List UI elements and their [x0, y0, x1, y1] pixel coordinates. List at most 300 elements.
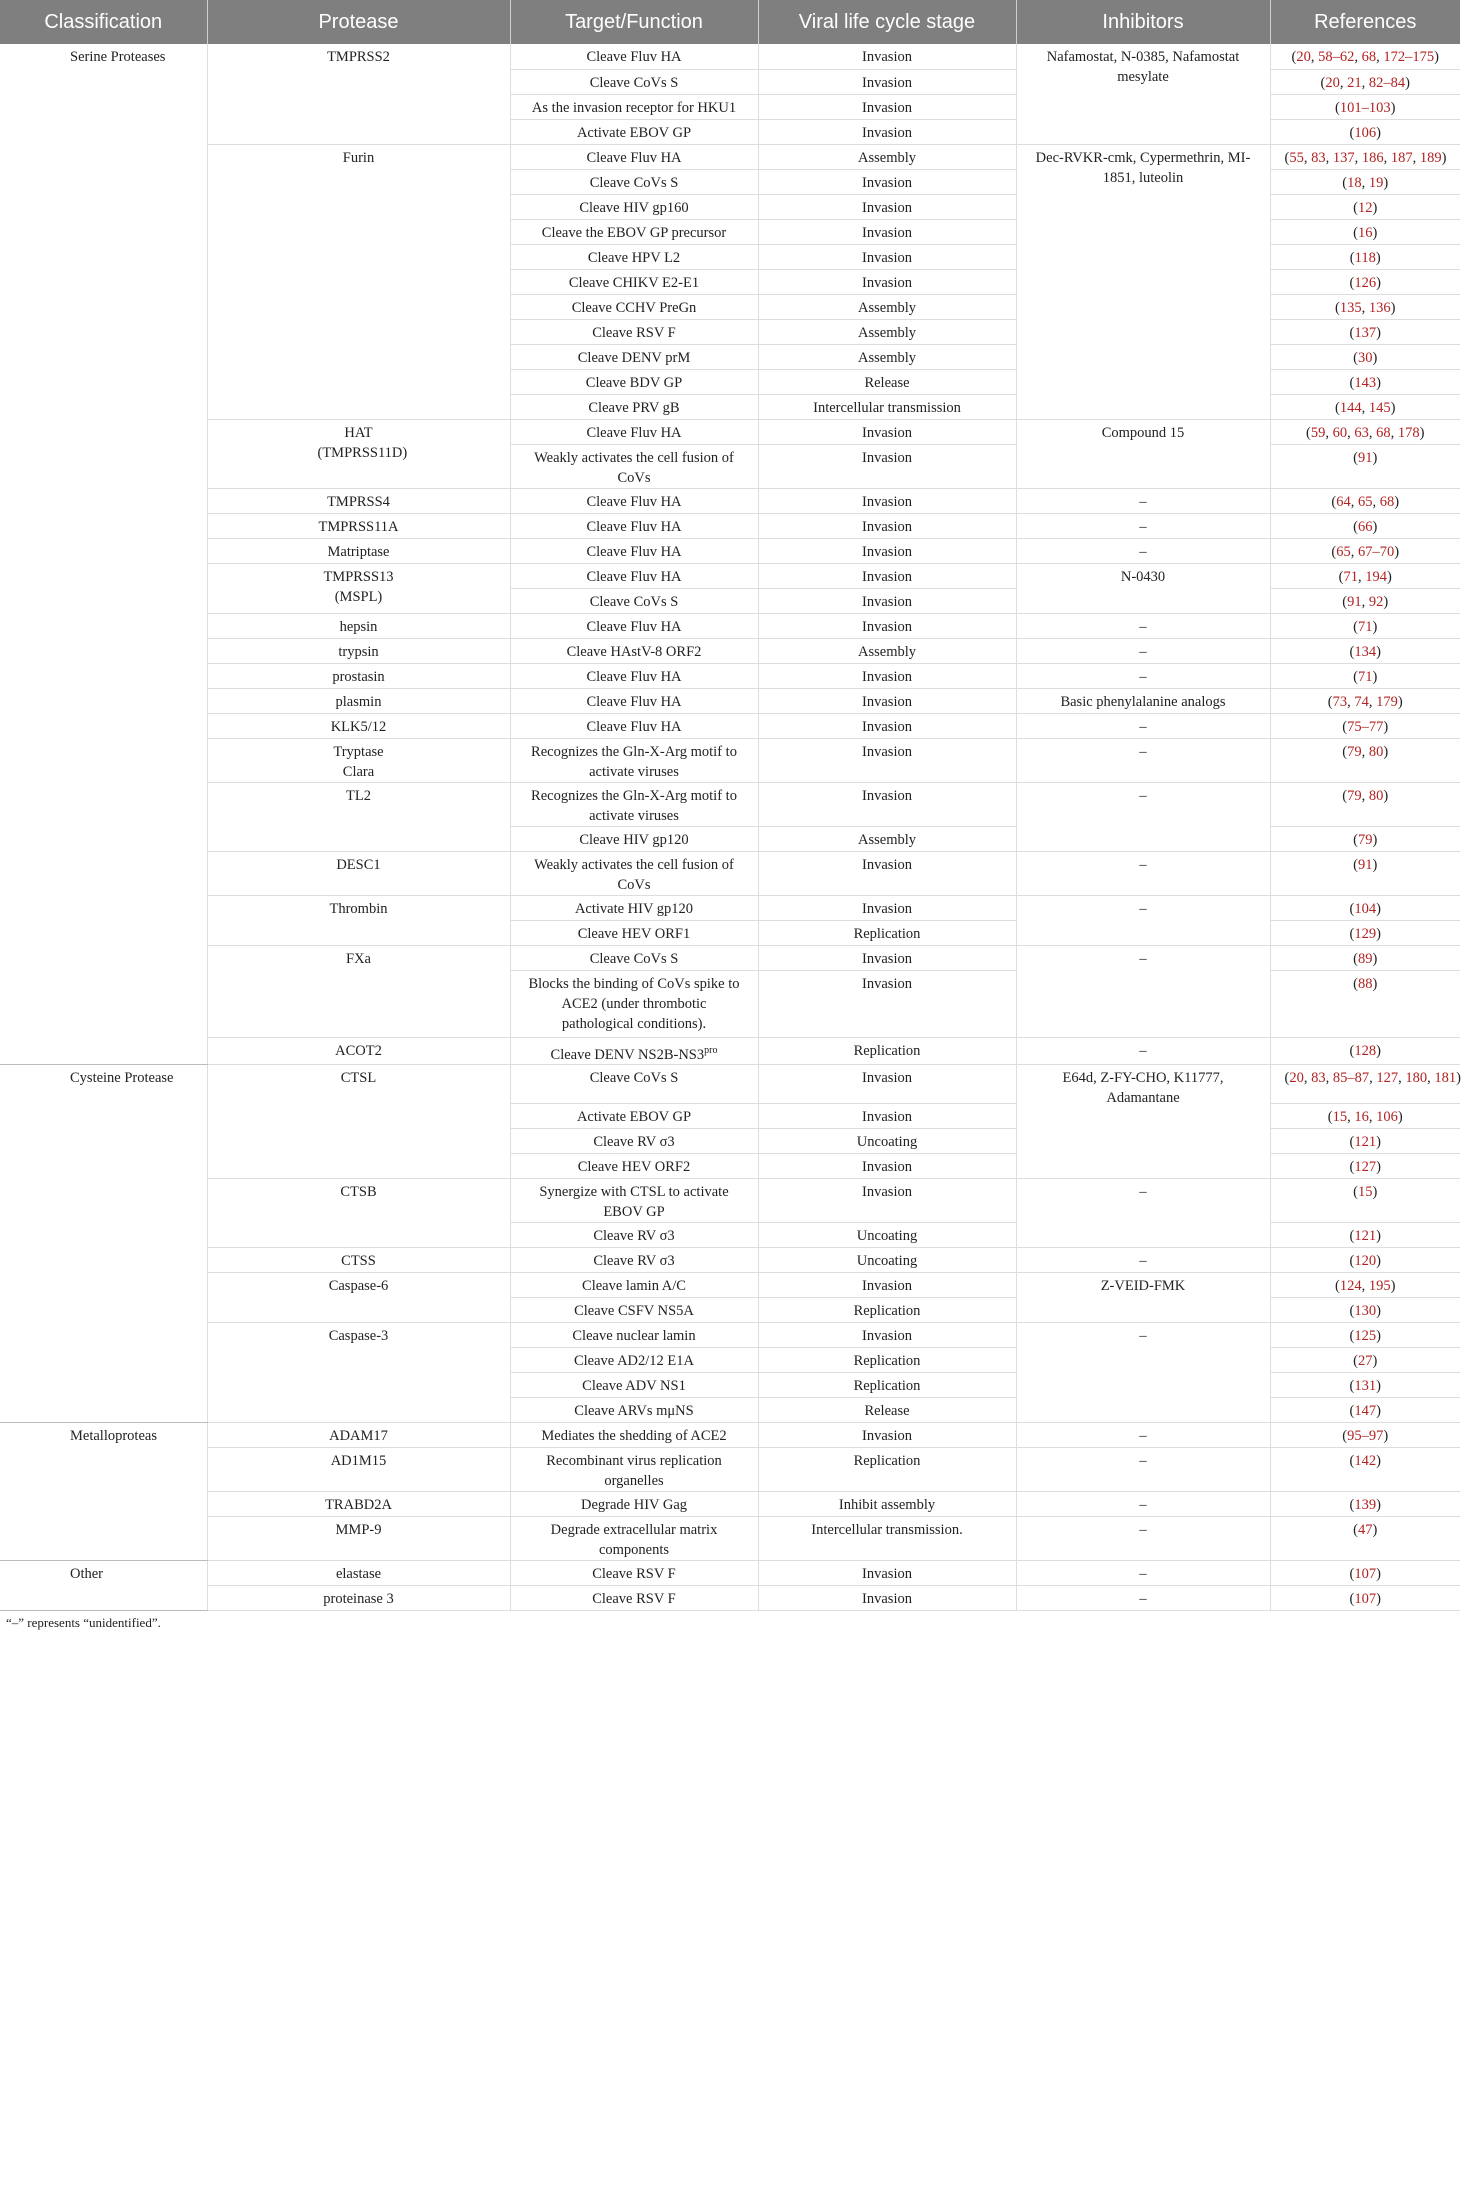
- header-row: [0, 0, 1460, 44]
- target-text: Cleave CHIKV E2-E1: [568, 274, 700, 291]
- target-text: Cleave HEV ORF2: [577, 1159, 691, 1176]
- target-cell: [510, 1348, 758, 1373]
- reference-link[interactable]: 68: [1379, 493, 1395, 510]
- target-text: Cleave CoVs S: [589, 950, 679, 967]
- reference-link[interactable]: 80: [1368, 743, 1384, 760]
- classification-cell: Serine Proteases: [0, 44, 207, 1065]
- stage-cell: Intercellular transmission: [758, 394, 1016, 419]
- references-cell: (79): [1270, 826, 1460, 851]
- reference-link[interactable]: 124: [1339, 1278, 1362, 1295]
- reference-separator: ,: [1368, 424, 1377, 441]
- references-cell: (106): [1270, 119, 1460, 144]
- target-cell: [510, 826, 758, 851]
- stage-cell: Invasion: [758, 488, 1016, 513]
- target-cell: [510, 319, 758, 344]
- table-row: [0, 851, 1460, 895]
- reference-link[interactable]: 20: [1289, 1070, 1304, 1087]
- reference-link[interactable]: 129: [1354, 925, 1377, 942]
- target-text: Cleave HPV L2: [587, 249, 681, 266]
- reference-separator: ,: [1339, 74, 1348, 91]
- protease-cell: DESC1: [207, 851, 510, 895]
- reference-separator: ,: [1376, 49, 1384, 65]
- reference-link[interactable]: 21: [1347, 74, 1362, 91]
- target-text: As the invasion receptor for HKU1: [531, 99, 737, 116]
- target-cell: [510, 738, 758, 782]
- target-text: Cleave CoVs S: [589, 593, 679, 610]
- table-row: [0, 1037, 1460, 1065]
- target-cell: [510, 69, 758, 94]
- inhibitors-cell: –: [1016, 1179, 1270, 1248]
- reference-link[interactable]: 137: [1354, 324, 1377, 341]
- target-text: Recognizes the Gln-X-Arg motif to activate viruses: [531, 787, 737, 824]
- reference-link[interactable]: 195: [1368, 1278, 1391, 1295]
- stage-cell: Invasion: [758, 782, 1016, 826]
- reference-link[interactable]: 15: [1358, 1184, 1373, 1201]
- inhibitors-cell: Dec-RVKR-cmk, Cypermethrin, MI-1851, luteolin: [1016, 144, 1270, 419]
- references-cell: (95–97): [1270, 1423, 1460, 1448]
- reference-separator: ,: [1325, 149, 1333, 166]
- target-cell: [510, 1373, 758, 1398]
- reference-link[interactable]: 120: [1354, 1253, 1377, 1270]
- reference-link[interactable]: 15: [1332, 1109, 1348, 1126]
- references-cell: (30): [1270, 344, 1460, 369]
- reference-separator: ,: [1398, 1070, 1406, 1087]
- stage-cell: Assembly: [758, 144, 1016, 169]
- reference-link[interactable]: 180: [1405, 1070, 1428, 1087]
- reference-separator: ,: [1325, 424, 1333, 441]
- target-cell: [510, 1398, 758, 1423]
- references-cell: (142): [1270, 1448, 1460, 1492]
- protease-cell: Furin: [207, 144, 510, 419]
- table-row: [0, 1273, 1460, 1298]
- reference-link[interactable]: 83: [1311, 1070, 1326, 1087]
- stage-cell: Release: [758, 1398, 1016, 1423]
- target-text: Cleave HIV gp160: [579, 199, 689, 216]
- inhibitors-cell: –: [1016, 538, 1270, 563]
- classification-cell: Metalloproteas: [0, 1423, 207, 1561]
- reference-link[interactable]: 126: [1354, 274, 1377, 291]
- target-text: Activate EBOV GP: [576, 124, 692, 141]
- target-text: Cleave Fluv HA: [586, 668, 682, 685]
- stage-cell: Invasion: [758, 513, 1016, 538]
- target-text: Recognizes the Gln-X-Arg motif to activate viruses: [531, 743, 737, 780]
- reference-link[interactable]: 172–175: [1383, 49, 1435, 65]
- reference-link[interactable]: 107: [1354, 1566, 1377, 1583]
- reference-link[interactable]: 80: [1368, 787, 1384, 804]
- target-text: Cleave Fluv HA: [586, 718, 682, 735]
- target-cell: [510, 1154, 758, 1179]
- reference-link[interactable]: 92: [1368, 593, 1384, 610]
- target-text: Cleave HEV ORF1: [577, 925, 691, 942]
- target-text: Cleave ARVs mμNS: [574, 1403, 694, 1420]
- references-cell: (15): [1270, 1179, 1460, 1223]
- references-cell: (120): [1270, 1248, 1460, 1273]
- protease-cell: TMPRSS11A: [207, 513, 510, 538]
- target-cell: [510, 1423, 758, 1448]
- reference-link[interactable]: 131: [1354, 1378, 1377, 1395]
- references-cell: (125): [1270, 1323, 1460, 1348]
- reference-link[interactable]: 79: [1358, 831, 1373, 848]
- table-body: [0, 44, 1460, 1611]
- reference-link[interactable]: 187: [1390, 149, 1413, 166]
- reference-link[interactable]: 20: [1296, 49, 1311, 65]
- reference-link[interactable]: 145: [1368, 399, 1391, 416]
- reference-link[interactable]: 137: [1332, 149, 1355, 166]
- reference-link[interactable]: 63: [1354, 424, 1369, 441]
- protease-cell: hepsin: [207, 613, 510, 638]
- protease-cell: Caspase-6: [207, 1273, 510, 1323]
- references-cell: (118): [1270, 244, 1460, 269]
- references-cell: (134): [1270, 638, 1460, 663]
- reference-separator: ,: [1361, 74, 1369, 91]
- reference-link[interactable]: 68: [1361, 49, 1377, 65]
- target-cell: [510, 119, 758, 144]
- inhibitors-cell: Nafamostat, N-0385, Nafamostat mesylate: [1016, 44, 1270, 144]
- reference-link[interactable]: 95–97: [1347, 1428, 1384, 1445]
- references-cell: (139): [1270, 1492, 1460, 1517]
- reference-link[interactable]: 18: [1347, 174, 1362, 191]
- table-row: [0, 1065, 1460, 1104]
- protease-cell: FXa: [207, 945, 510, 1037]
- reference-link[interactable]: 64: [1336, 493, 1351, 510]
- reference-link[interactable]: 66: [1358, 518, 1373, 535]
- target-text: Degrade HIV Gag: [580, 1497, 688, 1514]
- references-cell: (91): [1270, 851, 1460, 895]
- reference-link[interactable]: 142: [1354, 1453, 1377, 1470]
- references-cell: (20, 58–62, 68, 172–175): [1270, 44, 1460, 69]
- reference-separator: ,: [1368, 1109, 1377, 1126]
- reference-separator: ,: [1347, 693, 1355, 710]
- stage-cell: Replication: [758, 1298, 1016, 1323]
- target-text: Cleave BDV GP: [585, 374, 683, 391]
- inhibitors-cell: –: [1016, 1561, 1270, 1586]
- reference-link[interactable]: 82–84: [1368, 74, 1406, 91]
- reference-link[interactable]: 27: [1358, 1353, 1373, 1370]
- reference-link[interactable]: 107: [1354, 1591, 1377, 1608]
- table-row: [0, 1586, 1460, 1611]
- target-cell: [510, 1273, 758, 1298]
- protease-cell: trypsin: [207, 638, 510, 663]
- inhibitors-cell: –: [1016, 1492, 1270, 1517]
- reference-link[interactable]: 91: [1358, 449, 1373, 466]
- stage-cell: Invasion: [758, 613, 1016, 638]
- reference-link[interactable]: 55: [1289, 149, 1304, 166]
- reference-link[interactable]: 181: [1434, 1070, 1457, 1087]
- reference-link[interactable]: 125: [1354, 1328, 1377, 1345]
- reference-link[interactable]: 130: [1354, 1303, 1377, 1320]
- reference-link[interactable]: 106: [1354, 124, 1377, 141]
- reference-link[interactable]: 68: [1376, 424, 1391, 441]
- references-cell: (20, 21, 82–84): [1270, 69, 1460, 94]
- references-cell: (65, 67–70): [1270, 538, 1460, 563]
- stage-cell: Invasion: [758, 738, 1016, 782]
- stage-cell: Uncoating: [758, 1129, 1016, 1154]
- protease-cell: Caspase-3: [207, 1323, 510, 1423]
- protease-cell: Matriptase: [207, 538, 510, 563]
- reference-link[interactable]: 194: [1365, 568, 1387, 585]
- reference-link[interactable]: 121: [1354, 1134, 1377, 1151]
- reference-link[interactable]: 186: [1361, 149, 1384, 166]
- target-cell: [510, 144, 758, 169]
- target-cell: [510, 344, 758, 369]
- reference-link[interactable]: 47: [1358, 1522, 1373, 1539]
- header-classification: Classification: [0, 0, 207, 44]
- reference-link[interactable]: 73: [1332, 693, 1348, 710]
- reference-link[interactable]: 71: [1343, 568, 1358, 585]
- reference-link[interactable]: 12: [1358, 199, 1373, 216]
- reference-link[interactable]: 58–62: [1318, 49, 1355, 65]
- reference-link[interactable]: 59: [1310, 424, 1326, 441]
- stage-cell: Invasion: [758, 588, 1016, 613]
- references-cell: (144, 145): [1270, 394, 1460, 419]
- target-text: Blocks the binding of CoVs spike to ACE2 (under thrombotic pathological conditions).: [528, 975, 740, 1032]
- target-text: Cleave Fluv HA: [586, 149, 682, 166]
- reference-link[interactable]: 136: [1368, 299, 1391, 316]
- inhibitors-cell: –: [1016, 782, 1270, 851]
- references-cell: (129): [1270, 920, 1460, 945]
- protease-cell: proteinase 3: [207, 1586, 510, 1611]
- protease-cell: TMPRSS4: [207, 488, 510, 513]
- reference-link[interactable]: 139: [1354, 1497, 1377, 1514]
- target-text: Cleave CoVs S: [589, 174, 679, 191]
- target-text: Recombinant virus replication organelles: [546, 1453, 722, 1490]
- reference-link[interactable]: 189: [1419, 149, 1442, 166]
- reference-link[interactable]: 16: [1358, 224, 1373, 241]
- stage-cell: Invasion: [758, 44, 1016, 69]
- stage-cell: Invasion: [758, 1561, 1016, 1586]
- target-cell: [510, 713, 758, 738]
- reference-link[interactable]: 127: [1354, 1159, 1377, 1176]
- target-cell: [510, 1104, 758, 1129]
- stage-cell: Invasion: [758, 1273, 1016, 1298]
- protease-cell: CTSL: [207, 1065, 510, 1179]
- target-superscript: pro: [704, 1044, 718, 1056]
- reference-link[interactable]: 179: [1376, 693, 1398, 710]
- table-row: [0, 1492, 1460, 1517]
- references-cell: (16): [1270, 219, 1460, 244]
- stage-cell: Assembly: [758, 294, 1016, 319]
- reference-link[interactable]: 89: [1358, 950, 1373, 967]
- classification-cell: Cysteine Protease: [0, 1065, 207, 1423]
- target-text: Cleave CSFV NS5A: [574, 1303, 694, 1320]
- stage-cell: Invasion: [758, 688, 1016, 713]
- target-cell: [510, 169, 758, 194]
- references-cell: (20, 83, 85–87, 127, 180, 181): [1270, 1065, 1460, 1104]
- reference-link[interactable]: 74: [1354, 693, 1369, 710]
- inhibitors-cell: –: [1016, 713, 1270, 738]
- stage-cell: Invasion: [758, 713, 1016, 738]
- reference-separator: ,: [1372, 493, 1380, 510]
- target-text: Cleave nuclear lamin: [572, 1328, 696, 1345]
- reference-link[interactable]: 30: [1358, 349, 1373, 366]
- target-text: Cleave RSV F: [592, 324, 676, 341]
- reference-link[interactable]: 104: [1354, 900, 1377, 917]
- stage-cell: Assembly: [758, 319, 1016, 344]
- protease-cell: plasmin: [207, 688, 510, 713]
- reference-separator: ,: [1368, 693, 1377, 710]
- reference-separator: ,: [1361, 399, 1369, 416]
- target-text: Activate EBOV GP: [576, 1109, 692, 1126]
- inhibitors-cell: E64d, Z-FY-CHO, K11777, Adamantane: [1016, 1065, 1270, 1179]
- stage-cell: Invasion: [758, 194, 1016, 219]
- target-cell: [510, 1517, 758, 1561]
- inhibitors-cell: Compound 15: [1016, 419, 1270, 488]
- references-cell: (27): [1270, 1348, 1460, 1373]
- reference-link[interactable]: 147: [1354, 1403, 1377, 1420]
- reference-separator: ,: [1347, 424, 1355, 441]
- protease-cell: Thrombin: [207, 895, 510, 945]
- target-cell: [510, 1037, 758, 1065]
- table-row: [0, 1517, 1460, 1561]
- reference-separator: ,: [1350, 493, 1358, 510]
- table-row: [0, 713, 1460, 738]
- inhibitors-cell: –: [1016, 738, 1270, 782]
- target-text: Synergize with CTSL to activate EBOV GP: [539, 1184, 729, 1221]
- reference-separator: ,: [1390, 424, 1398, 441]
- target-cell: [510, 1129, 758, 1154]
- protease-cell: HAT (TMPRSS11D): [207, 419, 510, 488]
- references-cell: (130): [1270, 1298, 1460, 1323]
- table-row: [0, 738, 1460, 782]
- reference-link[interactable]: 144: [1339, 399, 1362, 416]
- table-row: [0, 895, 1460, 920]
- stage-cell: Invasion: [758, 538, 1016, 563]
- stage-cell: Invasion: [758, 663, 1016, 688]
- references-cell: (143): [1270, 369, 1460, 394]
- target-cell: [510, 588, 758, 613]
- stage-cell: Invasion: [758, 69, 1016, 94]
- protease-cell: TL2: [207, 782, 510, 851]
- inhibitors-cell: –: [1016, 1323, 1270, 1423]
- reference-link[interactable]: 121: [1354, 1228, 1377, 1245]
- stage-cell: Assembly: [758, 344, 1016, 369]
- references-cell: (64, 65, 68): [1270, 488, 1460, 513]
- protease-cell: AD1M15: [207, 1448, 510, 1492]
- target-text: Cleave HAstV-8 ORF2: [566, 643, 702, 660]
- target-cell: [510, 219, 758, 244]
- reference-link[interactable]: 79: [1347, 787, 1362, 804]
- stage-cell: Invasion: [758, 119, 1016, 144]
- reference-separator: ,: [1325, 1070, 1333, 1087]
- table-row: [0, 144, 1460, 169]
- reference-link[interactable]: 88: [1358, 975, 1373, 992]
- table-row: [0, 563, 1460, 588]
- references-cell: (121): [1270, 1129, 1460, 1154]
- target-text: Cleave DENV NS2B-NS3: [550, 1046, 705, 1063]
- reference-link[interactable]: 91: [1347, 593, 1362, 610]
- reference-separator: ,: [1361, 299, 1369, 316]
- stage-cell: Invasion: [758, 169, 1016, 194]
- stage-cell: Invasion: [758, 563, 1016, 588]
- references-cell: (66): [1270, 513, 1460, 538]
- target-cell: [510, 663, 758, 688]
- reference-link[interactable]: 79: [1347, 743, 1362, 760]
- stage-cell: Invasion: [758, 94, 1016, 119]
- reference-link[interactable]: 65: [1336, 543, 1351, 560]
- stage-cell: Intercellular transmission.: [758, 1517, 1016, 1561]
- target-cell: [510, 1561, 758, 1586]
- references-cell: (104): [1270, 895, 1460, 920]
- target-cell: [510, 613, 758, 638]
- reference-link[interactable]: 134: [1354, 643, 1377, 660]
- reference-link[interactable]: 65: [1358, 493, 1373, 510]
- protease-cell: TMPRSS13 (MSPL): [207, 563, 510, 613]
- target-cell: [510, 688, 758, 713]
- target-text: Cleave AD2/12 E1A: [573, 1353, 694, 1370]
- reference-link[interactable]: 71: [1358, 618, 1373, 635]
- target-cell: [510, 269, 758, 294]
- reference-link[interactable]: 118: [1354, 249, 1376, 266]
- reference-link[interactable]: 83: [1311, 149, 1326, 166]
- reference-separator: ,: [1361, 743, 1369, 760]
- target-cell: [510, 44, 758, 69]
- target-cell: [510, 444, 758, 488]
- references-cell: (47): [1270, 1517, 1460, 1561]
- reference-link[interactable]: 16: [1354, 1109, 1369, 1126]
- references-cell: (71): [1270, 663, 1460, 688]
- reference-link[interactable]: 60: [1332, 424, 1348, 441]
- protease-cell: KLK5/12: [207, 713, 510, 738]
- table-row: [0, 1248, 1460, 1273]
- protease-cell: MMP-9: [207, 1517, 510, 1561]
- reference-separator: ,: [1361, 174, 1369, 191]
- inhibitors-cell: –: [1016, 613, 1270, 638]
- inhibitors-cell: –: [1016, 638, 1270, 663]
- reference-link[interactable]: 135: [1339, 299, 1362, 316]
- target-cell: [510, 1298, 758, 1323]
- reference-link[interactable]: 106: [1376, 1109, 1398, 1126]
- reference-separator: ,: [1303, 149, 1312, 166]
- reference-separator: ,: [1303, 1070, 1312, 1087]
- reference-link[interactable]: 178: [1397, 424, 1420, 441]
- target-text: Cleave RSV F: [592, 1591, 676, 1608]
- references-cell: (91, 92): [1270, 588, 1460, 613]
- stage-cell: Invasion: [758, 419, 1016, 444]
- inhibitors-cell: –: [1016, 1448, 1270, 1492]
- reference-separator: ,: [1361, 1278, 1369, 1295]
- target-text: Cleave RSV F: [592, 1566, 676, 1583]
- reference-link[interactable]: 143: [1354, 374, 1377, 391]
- reference-link[interactable]: 19: [1368, 174, 1384, 191]
- inhibitors-cell: –: [1016, 851, 1270, 895]
- table-row: [0, 945, 1460, 970]
- protease-cell: CTSB: [207, 1179, 510, 1248]
- table-row: [0, 419, 1460, 444]
- target-cell: [510, 488, 758, 513]
- target-text: Cleave Fluv HA: [586, 424, 682, 441]
- reference-link[interactable]: 85–87: [1332, 1070, 1370, 1087]
- references-cell: (79, 80): [1270, 738, 1460, 782]
- reference-link[interactable]: 71: [1358, 668, 1373, 685]
- reference-link[interactable]: 127: [1376, 1070, 1399, 1087]
- target-cell: [510, 1223, 758, 1248]
- target-text: Cleave CCHV PreGn: [571, 299, 697, 316]
- target-cell: [510, 851, 758, 895]
- reference-link[interactable]: 101–103: [1339, 99, 1391, 116]
- reference-link[interactable]: 67–70: [1358, 543, 1395, 560]
- reference-link[interactable]: 75–77: [1347, 718, 1384, 735]
- target-text: Cleave CoVs S: [589, 1070, 679, 1087]
- target-cell: [510, 94, 758, 119]
- inhibitors-cell: Basic phenylalanine analogs: [1016, 688, 1270, 713]
- reference-link[interactable]: 128: [1354, 1042, 1377, 1059]
- stage-cell: Invasion: [758, 1323, 1016, 1348]
- references-cell: (18, 19): [1270, 169, 1460, 194]
- stage-cell: Replication: [758, 1373, 1016, 1398]
- reference-link[interactable]: 20: [1325, 74, 1340, 91]
- reference-link[interactable]: 91: [1358, 856, 1373, 873]
- table-row: [0, 782, 1460, 826]
